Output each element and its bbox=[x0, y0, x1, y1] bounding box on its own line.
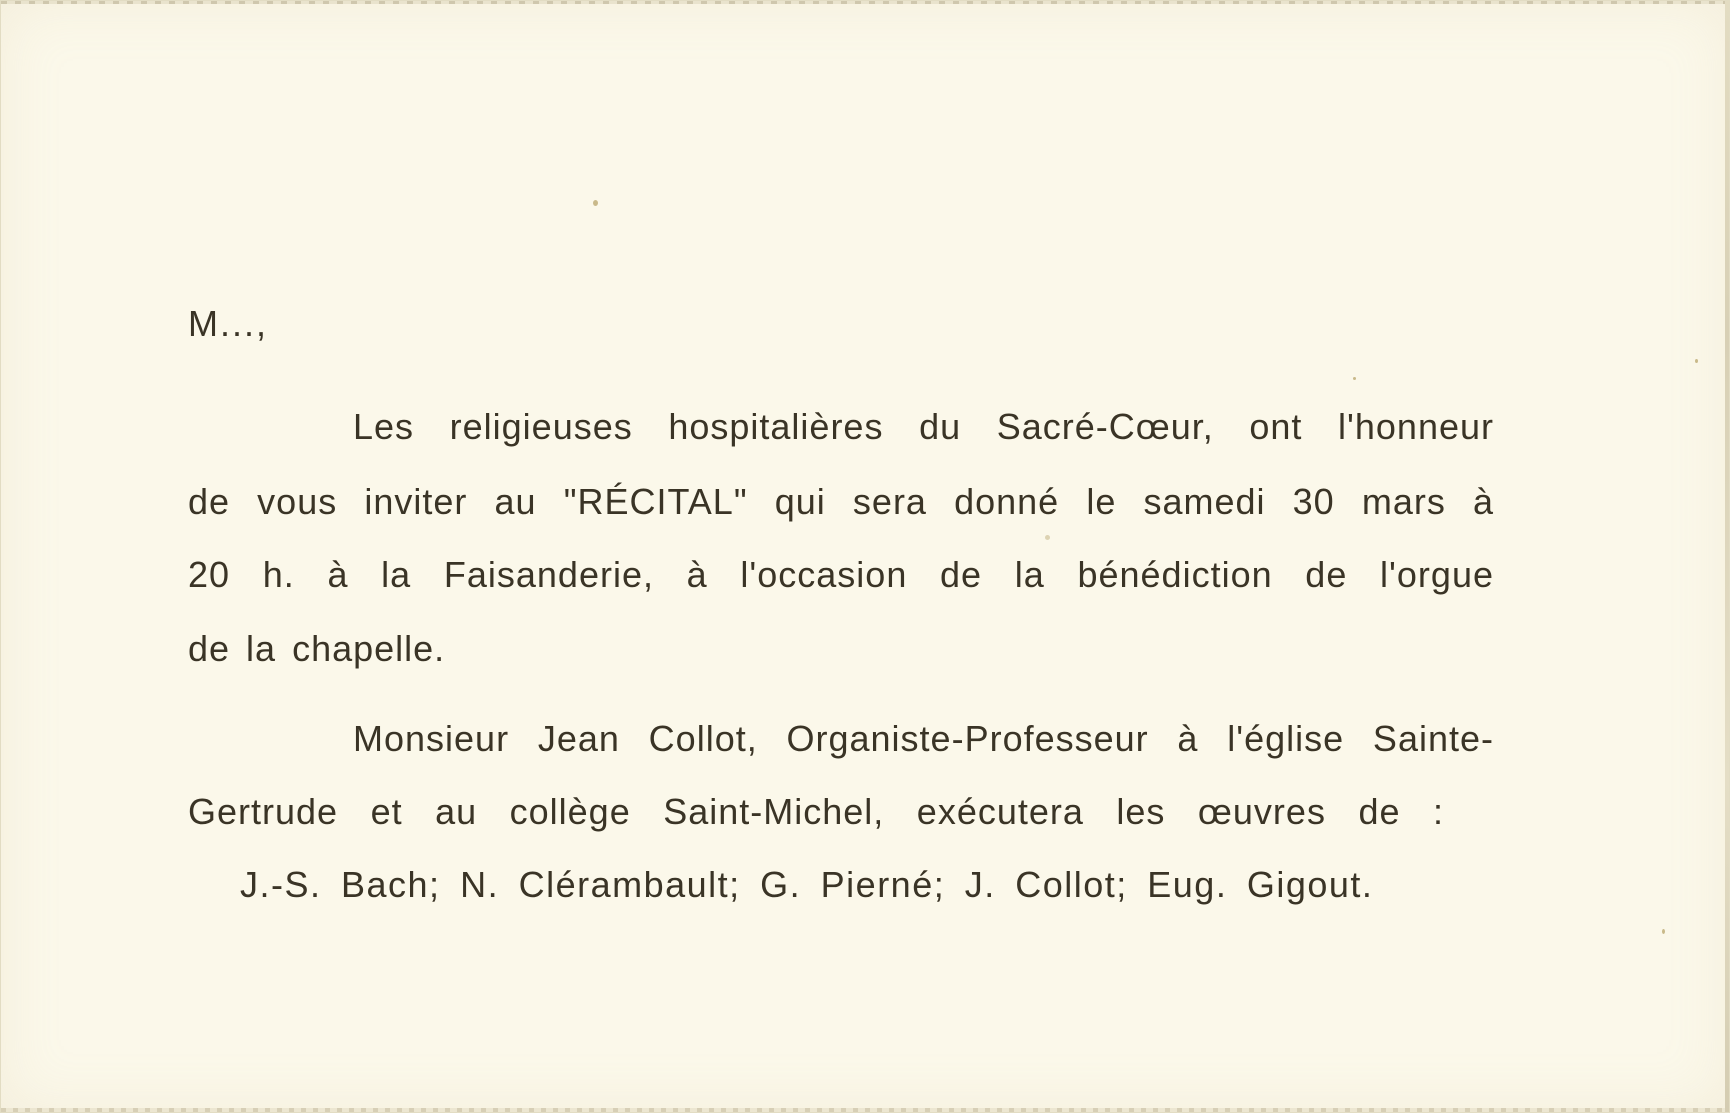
card-top-edge bbox=[1, 1, 1730, 4]
paper-speck bbox=[1353, 377, 1356, 380]
paragraph-1-line-1: Les religieuses hospitalières du Sacré-Cœur, ont l'honneur bbox=[353, 406, 1494, 447]
paragraph-2-line-1: Monsieur Jean Collot, Organiste-Professeur à l'église Sainte- bbox=[353, 718, 1494, 759]
paragraph-1-line-2: de vous inviter au "RÉCITAL" qui sera donné le samedi 30 mars à bbox=[188, 481, 1494, 522]
paper-speck bbox=[1695, 359, 1698, 363]
composers-line: J.-S. Bach; N. Clérambault; G. Pierné; J. Collot; Eug. Gigout. bbox=[240, 864, 1374, 905]
salutation: M..., bbox=[188, 303, 268, 344]
paragraph-1-line-3: 20 h. à la Faisanderie, à l'occasion de la bénédiction de l'orgue bbox=[188, 554, 1494, 595]
paragraph-1-line-4: de la chapelle. bbox=[188, 628, 446, 669]
card-right-edge bbox=[1725, 1, 1729, 1113]
paragraph-2-line-2: Gertrude et au collège Saint-Michel, exécutera les œuvres de : bbox=[188, 791, 1444, 832]
paper-speck bbox=[1045, 535, 1050, 540]
paper-speck bbox=[593, 200, 598, 206]
paper-speck bbox=[1662, 929, 1665, 934]
card-bottom-edge bbox=[1, 1108, 1730, 1112]
